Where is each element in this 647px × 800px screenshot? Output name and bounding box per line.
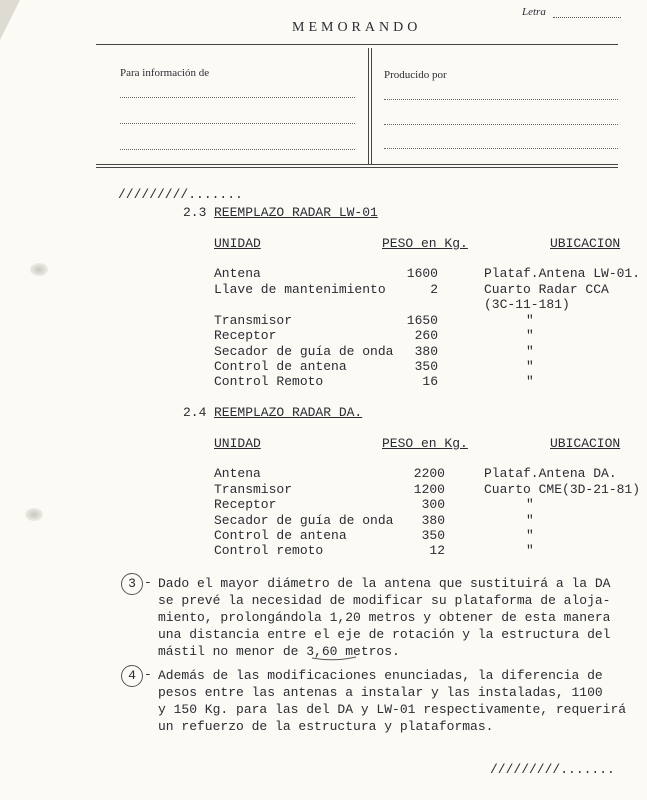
item-4-dash: - <box>144 667 152 682</box>
handwritten-underline <box>310 654 358 662</box>
punch-hole-bottom <box>25 508 43 521</box>
row23-5-ubicacion: " <box>526 344 534 359</box>
row23-0-ubicacion: Plataf.Antena LW-01. <box>484 266 641 281</box>
row24-4-ubicacion: " <box>526 528 534 543</box>
item-3-paragraph <box>158 575 630 660</box>
col-peso-23: PESO en Kg. <box>382 236 468 251</box>
section-23-title: REEMPLAZO RADAR LW-01 <box>214 205 378 220</box>
item-4-number: 4 <box>121 665 143 687</box>
section-24-number: 2.4 <box>183 405 207 420</box>
row24-3-unidad: Secador de guía de onda <box>214 513 394 528</box>
row24-1-ubicacion: Cuarto CME(3D-21-81) <box>484 482 641 497</box>
row24-5-unidad: Control remoto <box>214 543 324 558</box>
letra-field <box>553 17 621 18</box>
row24-3-ubicacion: " <box>526 513 534 528</box>
col-ubicacion-23: UBICACION <box>550 236 621 251</box>
item-4-paragraph <box>158 667 630 735</box>
producido-line-2 <box>384 124 618 125</box>
item-3-number: 3 <box>121 573 143 595</box>
producido-line-1 <box>384 99 618 100</box>
info-line-3 <box>120 149 355 150</box>
row23-7-peso: 16 <box>422 374 438 389</box>
producido-line-3 <box>384 148 618 149</box>
item-4-line: Además de las modificaciones enunciadas, la diferencia de <box>158 668 603 683</box>
row24-4-unidad: Control de antena <box>214 528 347 543</box>
folded-corner <box>0 0 20 40</box>
row23-5-unidad: Secador de guía de onda <box>214 344 394 359</box>
item-4-line: un refuerzo de la estructura y plataformas. <box>158 719 494 734</box>
section-23-number: 2.3 <box>183 205 207 220</box>
producido-label: Producido por <box>384 69 447 81</box>
item-3-line: mástil no menor de 3,60 metros. <box>158 644 400 659</box>
row23-6-peso: 350 <box>414 359 438 374</box>
item-3-line: Dado el mayor diámetro de la antena que sustituirá a la DA <box>158 576 611 591</box>
row24-2-unidad: Receptor <box>214 497 277 512</box>
info-label: Para información de <box>120 67 210 79</box>
row24-4-peso: 350 <box>421 528 445 543</box>
header-bottom-rule-2 <box>96 167 618 168</box>
row23-3-ubicacion: " <box>526 313 534 328</box>
row23-1-ubicacion: Cuarto Radar CCA <box>484 282 609 297</box>
row23-1-peso: 2 <box>430 282 438 297</box>
row24-0-peso: 2200 <box>413 466 445 481</box>
row23-3-peso: 1650 <box>406 313 438 328</box>
continuation-marker-start: /////////....... <box>118 187 243 202</box>
header-top-rule <box>96 44 618 45</box>
row23-6-ubicacion: " <box>526 359 534 374</box>
memo-title: MEMORANDO <box>292 20 422 35</box>
row23-7-ubicacion: " <box>526 374 534 389</box>
item-4-line: pesos entre las antenas a instalar y las instaladas, 1100 <box>158 685 603 700</box>
item-4-line: y 150 Kg. para las del DA y LW-01 respectivamente, requerirá <box>158 702 627 717</box>
continuation-marker-end: /////////....... <box>490 762 615 777</box>
row23-4-ubicacion: " <box>526 328 534 343</box>
row24-5-peso: 12 <box>429 543 445 558</box>
row23-7-unidad: Control Remoto <box>214 374 324 389</box>
row23-4-peso: 260 <box>414 328 438 343</box>
info-line-1 <box>120 97 355 98</box>
row23-2-ubicacion: (3C-11-181) <box>484 297 570 312</box>
col-ubicacion-24: UBICACION <box>550 436 621 451</box>
row24-2-ubicacion: " <box>526 497 534 512</box>
row23-1-unidad: Llave de mantenimiento <box>214 282 386 297</box>
item-3-line: miento, prolongándola 1,20 metros y obtener de esta manera <box>158 610 611 625</box>
header-divider-1 <box>368 48 369 164</box>
item-3-line: una distancia entre el eje de rotación y la estructura del <box>158 627 611 642</box>
item-3-dash: - <box>144 575 152 590</box>
row23-3-unidad: Transmisor <box>214 313 293 328</box>
header-bottom-rule-1 <box>96 164 618 165</box>
header-divider-2 <box>371 48 372 164</box>
row23-4-unidad: Receptor <box>214 328 277 343</box>
row24-1-unidad: Transmisor <box>214 482 293 497</box>
row23-5-peso: 380 <box>414 344 438 359</box>
row24-1-peso: 1200 <box>413 482 445 497</box>
row24-0-unidad: Antena <box>214 466 261 481</box>
punch-hole-top <box>30 263 48 276</box>
info-line-2 <box>120 123 355 124</box>
item-3-line: se prevé la necesidad de modificar su plataforma de aloja- <box>158 593 611 608</box>
col-unidad-24: UNIDAD <box>214 436 261 451</box>
row24-2-peso: 300 <box>421 497 445 512</box>
letra-label: Letra <box>522 6 546 18</box>
row24-0-ubicacion: Plataf.Antena DA. <box>484 466 617 481</box>
row23-0-peso: 1600 <box>406 266 438 281</box>
section-24-title: REEMPLAZO RADAR DA. <box>214 405 363 420</box>
col-unidad-23: UNIDAD <box>214 236 261 251</box>
row24-5-ubicacion: " <box>526 543 534 558</box>
row23-0-unidad: Antena <box>214 266 261 281</box>
row23-6-unidad: Control de antena <box>214 359 347 374</box>
row24-3-peso: 380 <box>421 513 445 528</box>
col-peso-24: PESO en Kg. <box>382 436 468 451</box>
